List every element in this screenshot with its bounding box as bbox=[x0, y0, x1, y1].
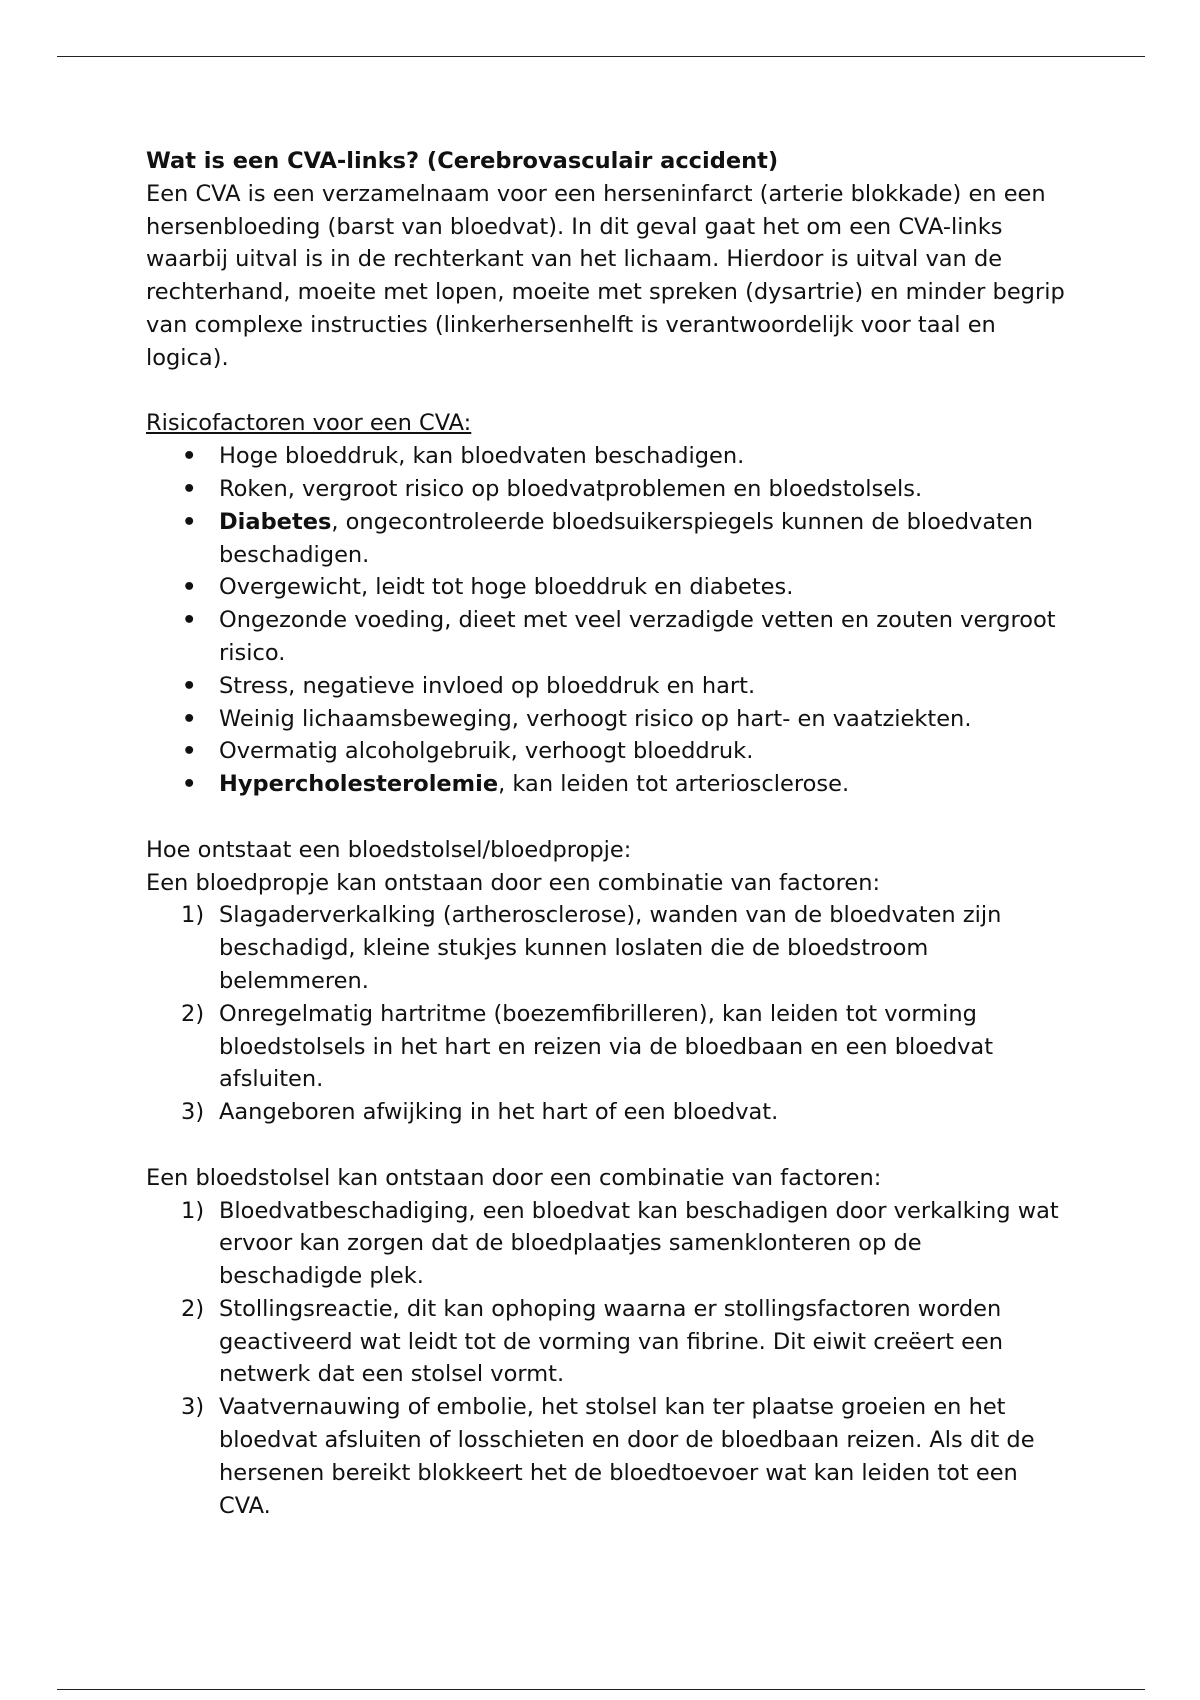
bullet-icon: • bbox=[182, 475, 197, 502]
list-item: • Weinig lichaamsbeweging, verhoogt risico op hart- en vaatziekten. bbox=[146, 703, 1066, 736]
clot-question: Hoe ontstaat een bloedstolsel/bloedpropje: bbox=[146, 836, 632, 863]
list-number: 2) bbox=[181, 1295, 205, 1322]
bullet-icon: • bbox=[182, 672, 197, 699]
bullet-icon: • bbox=[182, 771, 197, 798]
bullet-icon: • bbox=[182, 607, 197, 634]
list-item: • Hoge bloeddruk, kan bloedvaten beschadigen. bbox=[146, 440, 1066, 473]
list-item: 2) Stollingsreactie, dit kan ophoping waarna er stollingsfactoren worden geactiveerd wat leidt tot de vorming van fibrine. Dit eiwit creëert een netwerk dat een stolsel vormt. bbox=[146, 1293, 1066, 1391]
footer-rule bbox=[57, 1689, 1145, 1690]
bullet-icon: • bbox=[182, 738, 197, 765]
list-item: • Roken, vergroot risico op bloedvatproblemen en bloedstolsels. bbox=[146, 473, 1066, 506]
intro-paragraph: Een CVA is een verzamelnaam voor een herseninfarct (arterie blokkade) en een hersenbloeding (barst van bloedvat). In dit geval gaat het om een CVA-links waarbij uitval is in de rechterkant van het lichaam. Hierdoor is uitval van de rechterhand, moeite met lopen, moeite met spreken (dysartrie) en minder begrip van complexe instructies (linkerhersenhelft is verantwoordelijk voor taal en logica). bbox=[146, 180, 1065, 371]
list-item: 3) Vaatvernauwing of embolie, het stolsel kan ter plaatse groeien en het bloedvat afsluiten of losschieten en door de bloedbaan reizen. Als dit de hersenen bereikt blokkeert het de bloedtoevoer wat kan leiden tot een CVA. bbox=[146, 1391, 1066, 1522]
header-rule bbox=[57, 56, 1145, 57]
document-body bbox=[146, 145, 1066, 1522]
list-item: • Stress, negatieve invloed op bloeddruk en hart. bbox=[146, 670, 1066, 703]
risk-factors-title: Risicofactoren voor een CVA: bbox=[146, 410, 472, 437]
section-heading: Wat is een CVA-links? (Cerebrovasculair accident) bbox=[146, 148, 779, 174]
propje-list bbox=[146, 899, 1066, 1129]
bullet-icon: • bbox=[182, 508, 197, 535]
bullet-icon: • bbox=[182, 705, 197, 732]
list-item: • Ongezonde voeding, dieet met veel verzadigde vetten en zouten vergroot risico. bbox=[146, 604, 1066, 670]
list-number: 2) bbox=[181, 1000, 205, 1027]
list-number: 1) bbox=[181, 902, 205, 929]
list-number: 1) bbox=[181, 1197, 205, 1224]
list-item: 2) Onregelmatig hartritme (boezemfibrilleren), kan leiden tot vorming bloedstolsels in het hart en reizen via de bloedbaan en een bloedvat afsluiten. bbox=[146, 998, 1066, 1096]
stolsel-list bbox=[146, 1195, 1066, 1523]
bullet-icon: • bbox=[182, 443, 197, 470]
risk-factors-list bbox=[146, 440, 1066, 801]
list-number: 3) bbox=[181, 1394, 205, 1421]
list-item: • Diabetes, ongecontroleerde bloedsuikerspiegels kunnen de bloedvaten beschadigen. bbox=[146, 506, 1066, 572]
list-item: • Overmatig alcoholgebruik, verhoogt bloeddruk. bbox=[146, 735, 1066, 768]
list-number: 3) bbox=[181, 1099, 205, 1126]
list-item: • Overgewicht, leidt tot hoge bloeddruk en diabetes. bbox=[146, 571, 1066, 604]
list-item: 1) Slagaderverkalking (artherosclerose), wanden van de bloedvaten zijn beschadigd, kleine stukjes kunnen loslaten die de bloedstroom belemmeren. bbox=[146, 899, 1066, 997]
propje-intro: Een bloedpropje kan ontstaan door een combinatie van factoren: bbox=[146, 869, 881, 896]
stolsel-intro: Een bloedstolsel kan ontstaan door een combinatie van factoren: bbox=[146, 1164, 882, 1191]
list-item: 3) Aangeboren afwijking in het hart of een bloedvat. bbox=[146, 1096, 1066, 1129]
list-item: • Hypercholesterolemie, kan leiden tot arteriosclerose. bbox=[146, 768, 1066, 801]
list-item: 1) Bloedvatbeschadiging, een bloedvat kan beschadigen door verkalking wat ervoor kan zorgen dat de bloedplaatjes samenklonteren op de beschadigde plek. bbox=[146, 1195, 1066, 1293]
bullet-icon: • bbox=[182, 574, 197, 601]
